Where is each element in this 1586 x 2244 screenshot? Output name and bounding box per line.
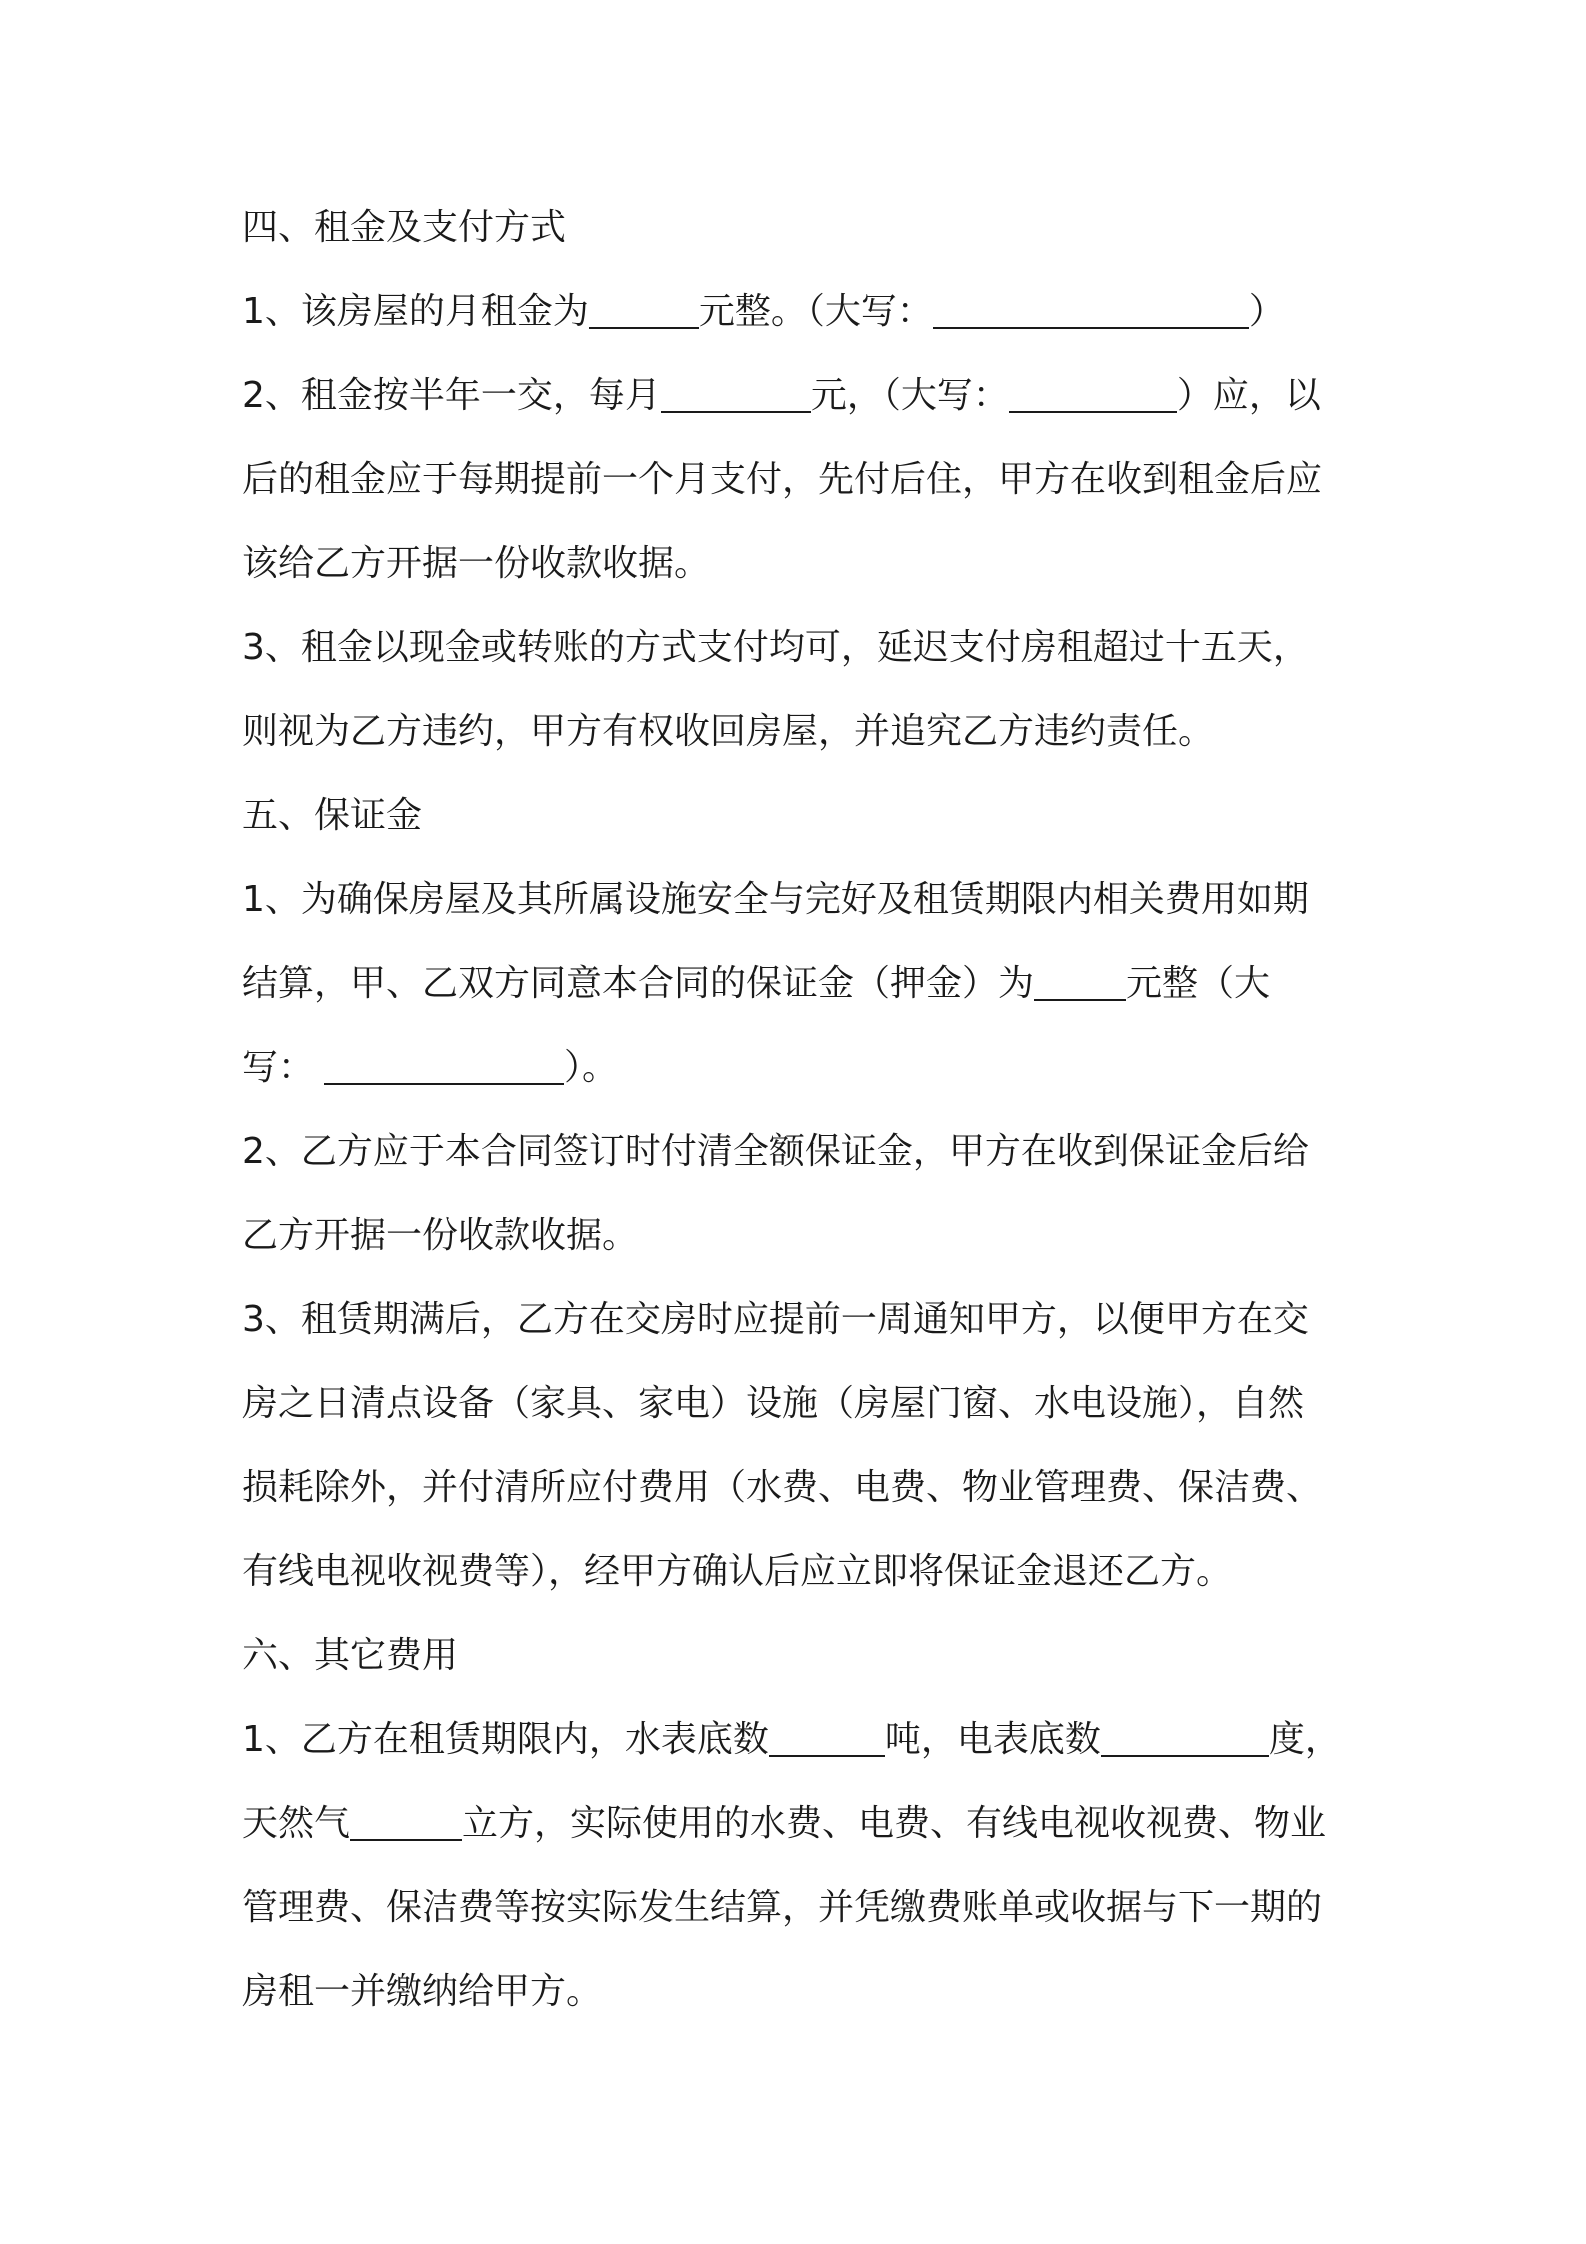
- fees-item-1-line2: [242, 1802, 1326, 1846]
- section-heading-other-fees: [242, 1634, 458, 1678]
- heading-text: 四、租金及支付方式: [242, 207, 567, 248]
- clause-text: 1、为确保房屋及其所属设施安全与完好及租赁期限内相关费用如期: [242, 879, 1309, 920]
- deposit-item-3-line1: [242, 1298, 1309, 1342]
- clause-text: 写：: [242, 1047, 315, 1088]
- deposit-item-2-line1: [242, 1130, 1309, 1174]
- clause-text: 2、租金按半年一交，每月: [242, 375, 661, 416]
- clause-text: 损耗除外，并付清所应付费用（水费、电费、物业管理费、保洁费、: [242, 1467, 1323, 1508]
- section-heading-deposit: [242, 794, 422, 838]
- section-heading-rent: [242, 206, 566, 250]
- clause-text: 度，: [1268, 1719, 1341, 1760]
- rent-item-1: [242, 290, 1285, 334]
- clause-text: 则视为乙方违约，甲方有权收回房屋，并追究乙方违约责任。: [242, 711, 1215, 752]
- deposit-item-1-line2: [242, 962, 1270, 1006]
- clause-text: 3、租赁期满后，乙方在交房时应提前一周通知甲方，以便甲方在交: [242, 1299, 1309, 1340]
- clause-text: 元，（大写：: [810, 375, 1009, 416]
- deposit-item-3-line4: [242, 1550, 1232, 1594]
- gas-meter-blank: [350, 1803, 462, 1841]
- clause-text: 元整。（大写：: [698, 291, 933, 332]
- clause-text: 吨，电表底数: [884, 1719, 1101, 1760]
- clause-text: 1、乙方在租赁期限内，水表底数: [242, 1719, 769, 1760]
- rent-item-2-line2: [242, 458, 1322, 502]
- rent-item-2-line1: [242, 374, 1321, 418]
- electric-meter-blank: [1101, 1719, 1269, 1757]
- clause-text: 管理费、保洁费等按实际发生结算，并凭缴费账单或收据与下一期的: [242, 1887, 1323, 1928]
- rent-item-2-line3: [242, 542, 710, 586]
- clause-text: ）应，以: [1176, 375, 1321, 416]
- clause-text: 房之日清点设备（家具、家电）设施（房屋门窗、水电设施），自然: [242, 1383, 1305, 1424]
- clause-text: ）: [1248, 291, 1285, 332]
- deposit-item-1-line1: [242, 878, 1309, 922]
- monthly-payment-words-blank: [1009, 375, 1177, 413]
- clause-text: 结算，甲、乙双方同意本合同的保证金（押金）为: [242, 963, 1035, 1004]
- monthly-rent-words-blank: [933, 291, 1249, 329]
- deposit-item-3-line2: [242, 1382, 1304, 1426]
- clause-text: 后的租金应于每期提前一个月支付，先付后住，甲方在收到租金后应: [242, 459, 1323, 500]
- monthly-payment-blank: [661, 375, 811, 413]
- clause-text: 房租一并缴纳给甲方。: [242, 1971, 603, 2012]
- clause-text: 该给乙方开据一份收款收据。: [242, 543, 711, 584]
- clause-text: 立方，实际使用的水费、电费、有线电视收视费、物业: [462, 1803, 1327, 1844]
- clause-text: 2、乙方应于本合同签订时付清全额保证金，甲方在收到保证金后给: [242, 1131, 1309, 1172]
- clause-text: 1、该房屋的月租金为: [242, 291, 589, 332]
- clause-text: 3、租金以现金或转账的方式支付均可，延迟支付房租超过十五天，: [242, 627, 1309, 668]
- clause-text: 乙方开据一份收款收据。: [242, 1215, 639, 1256]
- deposit-words-blank: [324, 1047, 564, 1085]
- clause-text: ）。: [564, 1047, 619, 1088]
- clause-text: 有线电视收视费等），经甲方确认后应立即将保证金退还乙方。: [242, 1551, 1233, 1592]
- heading-text: 五、保证金: [242, 795, 423, 836]
- monthly-rent-blank: [589, 291, 699, 329]
- fees-item-1-line3: [242, 1886, 1322, 1930]
- rent-item-3-line1: [242, 626, 1309, 670]
- deposit-item-3-line3: [242, 1466, 1322, 1510]
- fees-item-1-line1: [242, 1718, 1341, 1762]
- deposit-amount-blank: [1034, 963, 1126, 1001]
- clause-text: 元整（大: [1126, 963, 1271, 1004]
- deposit-item-1-line3: [242, 1046, 618, 1090]
- rent-item-3-line2: [242, 710, 1214, 754]
- heading-text: 六、其它费用: [242, 1635, 459, 1676]
- clause-text: 天然气: [242, 1803, 351, 1844]
- water-meter-blank: [769, 1719, 885, 1757]
- fees-item-1-line4: [242, 1970, 602, 2014]
- deposit-item-2-line2: [242, 1214, 638, 1258]
